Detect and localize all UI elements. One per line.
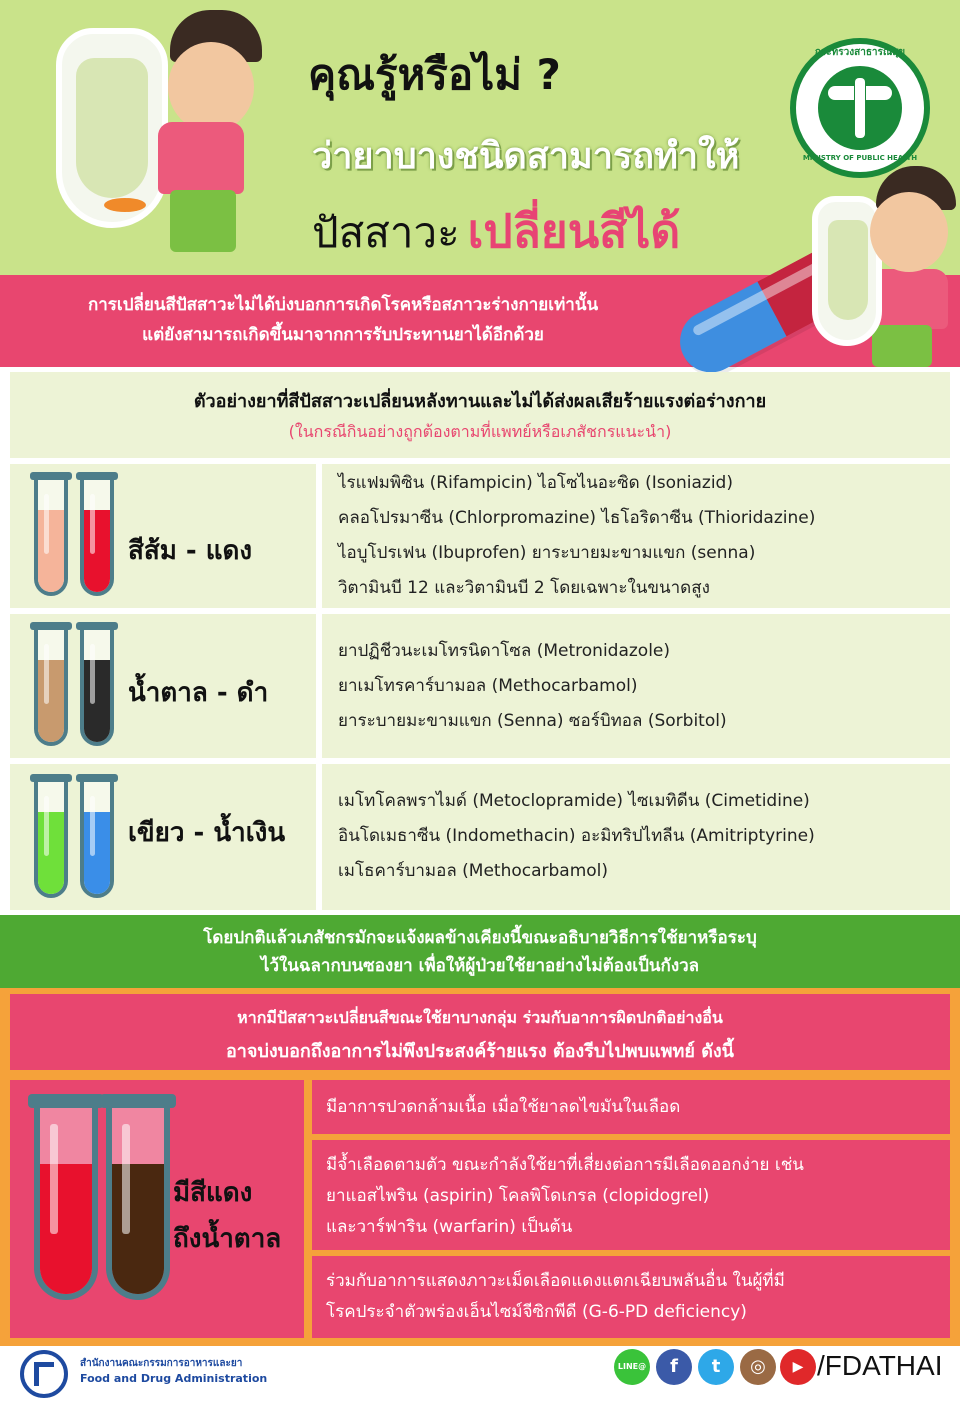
pharmacist-note-line-2: ไว้ในฉลากบนซองยา เพื่อให้ผู้ป่วยใช้ยาอย่างไม่ต้องเป็นกังวล [260, 956, 700, 976]
drug-item: วิตามินบี 12 และวิตามินบี 2 โดยเฉพาะในขนาดสูง [338, 578, 710, 598]
warning-label-line-2: ถึงน้ำตาล [173, 1224, 282, 1254]
org-name-thai: สำนักงานคณะกรรมการอาหารและยา [80, 1358, 243, 1369]
test-tube-icon [80, 780, 114, 898]
drug-item: ยาเมโทรคาร์บามอล (Methocarbamol) [338, 676, 638, 696]
symptom-item [312, 1256, 950, 1338]
symptom-text: โรคประจำตัวพร่องเอ็นไซม์จีซิกพีดี (G-6-PD deficiency) [326, 1302, 747, 1322]
warning-line-2: อาจบ่งบอกถึงอาการไม่พึงประสงค์ร้ายแรง ต้องรีบไปพบแพทย์ ดังนี้ [226, 1041, 734, 1062]
test-tube-icon [80, 628, 114, 746]
intro-line-2: แต่ยังสามารถเกิดขึ้นมาจากการรับประทานยาได้อีกด้วย [142, 325, 544, 345]
urine-splash [104, 198, 146, 212]
test-tube-icon [34, 1104, 98, 1300]
drug-item: เมโทโคลพราไมด์ (Metoclopramide) ไซเมทิดีน (Cimetidine) [338, 791, 810, 811]
caduceus-icon [818, 66, 902, 150]
ministry-logo [790, 38, 930, 178]
pharmacist-note-band [0, 915, 960, 988]
row-left-brown-black [10, 614, 308, 758]
symptom-text: ยาแอสไพริน (aspirin) โคลพิโดเกรล (clopidogrel) [326, 1186, 710, 1206]
symptom-text: ร่วมกับอาการแสดงภาวะเม็ดเลือดแดงแตกเฉียบพลันอื่น ในผู้ที่มี [326, 1271, 785, 1291]
page-headline [312, 195, 680, 268]
footer [0, 1346, 960, 1404]
drug-item: คลอโปรมาซีน (Chlorpromazine) ไธโอริดาซีน (Thioridazine) [338, 508, 816, 528]
intro-line-1: การเปลี่ยนสีปัสสาวะไม่ได้บ่งบอกการเกิดโรคหรือสภาวะร่างกายเท่านั้น [87, 295, 599, 315]
test-tube-icon [34, 780, 68, 898]
person-head [168, 42, 254, 132]
warning-color-panel [10, 1080, 304, 1338]
headline-prefix: ปัสสาวะ [312, 208, 460, 257]
warning-label-line-1: มีสีแดง [173, 1178, 253, 1208]
warning-color-label [173, 1170, 281, 1262]
drug-item: ไอบูโปรเฟน (Ibuprofen) ยาระบายมะขามแขก (senna) [338, 543, 756, 563]
symptom-item [312, 1140, 950, 1250]
symptom-text: มีอาการปวดกล้ามเนื้อ เมื่อใช้ยาลดไขมันในเลือด [326, 1097, 681, 1117]
logo-text-top: กระทรวงสาธารณสุข [814, 47, 906, 58]
social-handle[interactable]: /FDATHAI [817, 1350, 943, 1381]
test-tube-icon [34, 628, 68, 746]
test-tube-icon [106, 1104, 170, 1300]
examples-title: ตัวอย่างยาที่สีปัสสาวะเปลี่ยนหลังทานและไม่ได้ส่งผลเสียร้ายแรงต่อร่างกาย [193, 391, 767, 412]
intro-text [18, 290, 668, 350]
person-pants-right [872, 325, 932, 367]
color-row-orange-red [10, 464, 950, 608]
symptom-text: และวาร์ฟาริน (warfarin) เป็นต้น [326, 1217, 573, 1237]
pharmacist-note [0, 924, 960, 980]
headline-accent: เปลี่ยนสีได้ [467, 204, 681, 258]
instagram-icon[interactable]: ◎ [740, 1349, 776, 1385]
drug-list [316, 464, 950, 608]
pharmacist-note-line-1: โดยปกติแล้วเภสัชกรมักจะแจ้งผลข้างเคียงนี้ขณะอธิบายวิธีการใช้ยาหรือระบุ [203, 928, 757, 948]
person-pants [170, 190, 236, 252]
symptom-text: มีจ้ำเลือดตามตัว ขณะกำลังใช้ยาที่เสี่ยงต่อการมีเลือดออกง่าย เช่น [326, 1155, 804, 1175]
person-head-right [870, 192, 948, 272]
test-tube-icon [80, 478, 114, 596]
warning-line-1: หากมีปัสสาวะเปลี่ยนสีขณะใช้ยาบางกลุ่ม ร่วมกับอาการผิดปกติอย่างอื่น [237, 1008, 723, 1027]
drug-item: ไรแฟมพิซิน (Rifampicin) ไอโซไนอะซิด (Isoniazid) [338, 473, 733, 493]
page-title: คุณรู้หรือไม่ ? [308, 50, 561, 99]
row-left-green-blue [10, 764, 308, 910]
header-banner [0, 0, 960, 275]
drug-item: เมโธคาร์บามอล (Methocarbamol) [338, 861, 609, 881]
org-name-english: Food and Drug Administration [80, 1372, 268, 1385]
examples-note: (ในกรณีกินอย่างถูกต้องตามที่แพทย์หรือเภสัชกรแนะนำ) [288, 422, 672, 441]
youtube-icon[interactable]: ▶ [780, 1349, 816, 1385]
urinal-illustration [56, 28, 168, 228]
drug-list [316, 764, 950, 910]
drug-list [316, 614, 950, 758]
warning-section [0, 988, 960, 1346]
person-shirt [158, 122, 244, 194]
color-row-green-blue [10, 764, 950, 910]
drug-item: ยาปฏิชีวนะเมโทรนิดาโซล (Metronidazole) [338, 641, 671, 661]
line-icon[interactable]: LINE@ [614, 1349, 650, 1385]
warning-header [10, 994, 950, 1070]
page-subtitle: ว่ายาบางชนิดสามารถทำให้ [312, 136, 740, 177]
logo-text-bottom: MINISTRY OF PUBLIC HEALTH [802, 154, 918, 162]
fda-logo-icon [20, 1350, 68, 1398]
row-label: น้ำตาล - ดำ [128, 678, 269, 708]
row-label: เขียว - น้ำเงิน [128, 818, 286, 848]
drug-item: ยาระบายมะขามแขก (Senna) ซอร์บิทอล (Sorbitol) [338, 711, 727, 731]
facebook-icon[interactable]: f [656, 1349, 692, 1385]
test-tube-icon [34, 478, 68, 596]
twitter-icon[interactable]: t [698, 1349, 734, 1385]
color-row-brown-black [10, 614, 950, 758]
symptom-item [312, 1080, 950, 1134]
examples-header [10, 372, 950, 458]
drug-item: อินโดเมธาซีน (Indomethacin) อะมิทริปไทลีน (Amitriptyrine) [338, 826, 815, 846]
row-label: สีส้ม - แดง [128, 536, 253, 566]
row-left-orange-red [10, 464, 308, 608]
